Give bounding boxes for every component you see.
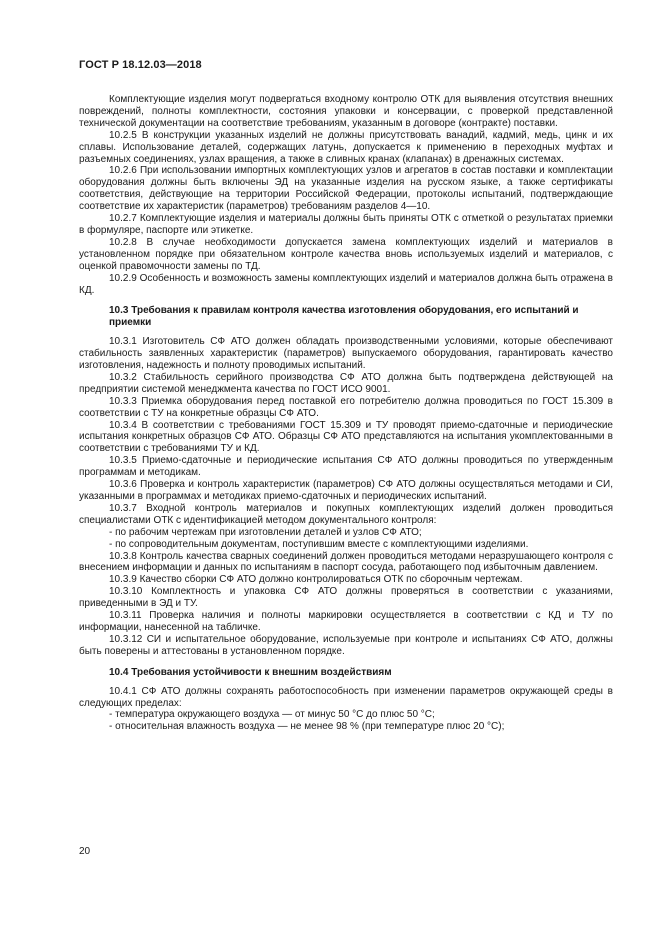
list-item: - температура окружающего воздуха — от минус 50 °С до плюс 50 °С;: [109, 709, 435, 721]
section-heading: 10.4 Требования устойчивости к внешним воздействиям: [109, 666, 392, 678]
paragraph: 10.2.9 Особенность и возможность замены комплектующих изделий и материалов должна быть отражена в КД.: [79, 272, 613, 296]
paragraph: 10.3.3 Приемка оборудования перед поставкой его потребителю должна проводиться по ГОСТ 15.309 в соответствии с ТУ на конкретные образцы СФ АТО.: [79, 395, 613, 419]
page-number: 20: [79, 846, 91, 857]
section-heading: 10.3 Требования к правилам контроля качества изготовления оборудования, его испытаний и приемки: [109, 305, 579, 329]
paragraph: 10.2.6 При использовании импортных комплектующих узлов и агрегатов в состав поставки и комплектации оборудования должны быть включены ЭД на указанные изделия на русском языке, а также сертификаты соответствия, действующие на территории Российской Федерации, протоколы испытаний, подтверждающие соответствие их характеристик (параметров) требованиям разделов 4—10.: [79, 165, 613, 213]
paragraph: 10.3.11 Проверка наличия и полноты маркировки осуществляется в соответствии с КД и ТУ по информации, нанесенной на табличке.: [79, 610, 613, 633]
paragraph: 10.3.10 Комплектность и упаковка СФ АТО должны проверяться в соответствии с указаниями, приведенными в ЭД и ТУ.: [79, 586, 613, 610]
document-header: ГОСТ Р 18.12.03—2018: [79, 59, 202, 71]
paragraph: 10.2.7 Комплектующие изделия и материалы должны быть приняты ОТК с отметкой о результатах приемки в формуляре, паспорте или этикетке.: [79, 213, 613, 236]
paragraph: 10.3.2 Стабильность серийного производства СФ АТО должна быть подтверждена действующей на предприятии системой менеджмента качества по ГОСТ ИСО 9001.: [79, 371, 613, 395]
list-item: - относительная влажность воздуха — не менее 98 % (при температуре плюс 20 °С);: [109, 721, 505, 733]
paragraph: 10.3.12 СИ и испытательное оборудование, используемые при контроле и испытаниях СФ АТО, должны быть поверены и аттестованы в установленном порядке.: [79, 633, 613, 657]
paragraph: 10.3.7 Входной контроль материалов и покупных комплектующих изделий должен проводиться специалистами ОТК с идентификацией методом документального контроля:: [79, 502, 613, 526]
paragraph: 10.3.8 Контроль качества сварных соединений должен проводиться методами неразрушающего контроля с внесением информации и данных по испытаниям в паспорт сосуда, работающего под избыточным давлением.: [79, 550, 613, 574]
document-body: [79, 94, 613, 733]
paragraph: 10.3.6 Проверка и контроль характеристик (параметров) СФ АТО должны осуществляться методами и СИ, указанными в программах и методиках приемо-сдаточных и периодических испытаний.: [79, 479, 613, 502]
paragraph: 10.3.5 Приемо-сдаточные и периодические испытания СФ АТО должны проводиться по утвержденным программам и методикам.: [79, 455, 613, 479]
paragraph: 10.2.5 В конструкции указанных изделий не должны присутствовать ванадий, кадмий, медь, цинк и их сплавы. Использование деталей, содержащих латунь, допускается к применению в переходных муфтах и разъемных соединениях, узлах вращения, а также в сливных кранах (клапанах) в дренажных системах.: [79, 129, 613, 165]
paragraph: 10.4.1 СФ АТО должны сохранять работоспособность при изменении параметров окружающей среды в следующих пределах:: [79, 685, 613, 709]
paragraph: 10.3.4 В соответствии с требованиями ГОСТ 15.309 и ТУ проводят приемо-сдаточные и периодические испытания конкретных образцов СФ АТО. Образцы СФ АТО представляются на испытания укомплектованными в соответствии с требованиями ТУ и КД.: [79, 419, 613, 455]
paragraph: 10.3.1 Изготовитель СФ АТО должен обладать производственными условиями, которые обеспечивают стабильность заявленных характеристик (параметров) выпускаемого оборудования, гарантировать качество изготовления, надежность и полноту проводимых испытаний.: [79, 336, 613, 372]
list-item: - по рабочим чертежам при изготовлении деталей и узлов СФ АТО;: [109, 526, 422, 538]
paragraph: 10.3.9 Качество сборки СФ АТО должно контролироваться ОТК по сборочным чертежам.: [109, 574, 523, 586]
list-item: - по сопроводительным документам, поступившим вместе с комплектующими изделиями.: [109, 538, 529, 550]
paragraph: Комплектующие изделия могут подвергаться входному контролю ОТК для выявления отсутствия внешних повреждений, полноты комплектности, состояния упаковки и консервации, с проверкой представленной технической документации на соответствие требованиям, указанным в договоре (контракте) поставки.: [79, 94, 613, 129]
paragraph: 10.2.8 В случае необходимости допускается замена комплектующих изделий и материалов в установленном порядке при обязательном контроле качества вновь используемых изделий и материалов, с оценкой правомочности замены по ТД.: [79, 236, 613, 272]
